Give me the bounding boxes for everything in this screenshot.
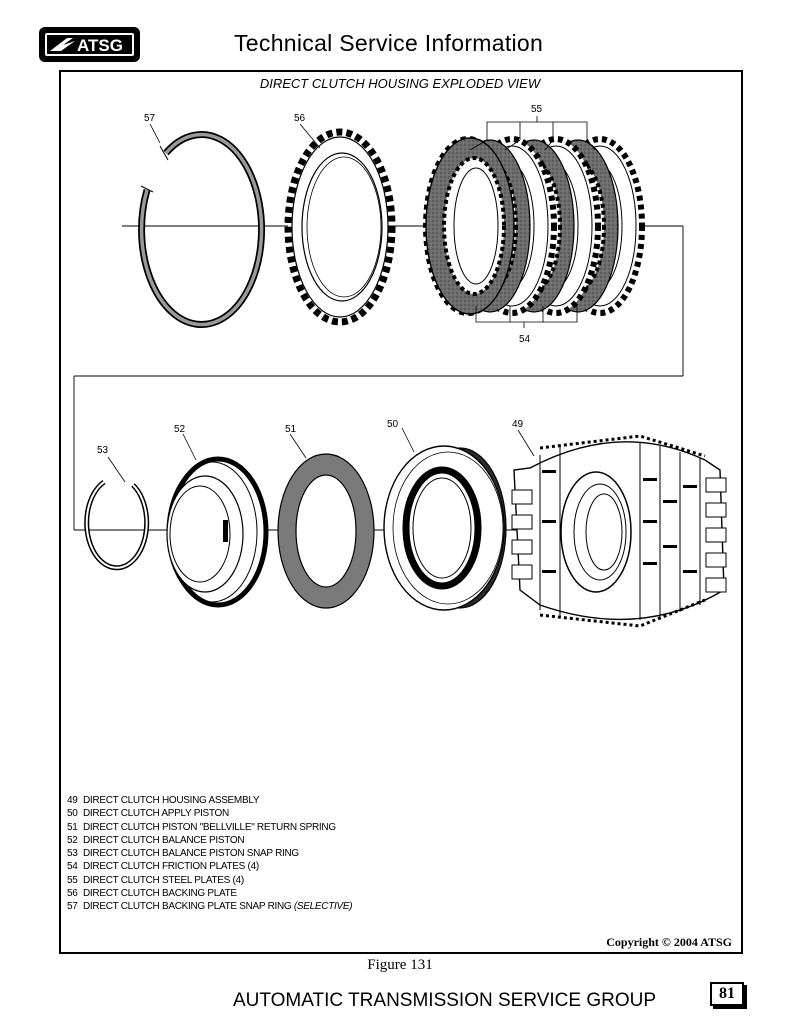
part-51-belleville-return-spring [278, 434, 374, 608]
part-50-apply-piston [384, 428, 506, 610]
part-57-backing-plate-snap-ring [141, 135, 262, 325]
callout-54: 54 [519, 334, 531, 345]
logo-text: ATSG [77, 36, 123, 55]
part-53-balance-piston-snap-ring [87, 457, 147, 568]
clutch-pack-54-55 [426, 138, 642, 314]
legend-item: 49 DIRECT CLUTCH HOUSING ASSEMBLY [67, 795, 260, 806]
page-number: 81 [710, 982, 744, 1006]
callout-49: 49 [512, 419, 524, 430]
copyright-notice: Copyright © 2004 ATSG [606, 935, 732, 949]
callout-50: 50 [387, 419, 399, 430]
legend-item: 50 DIRECT CLUTCH APPLY PISTON [67, 808, 229, 820]
legend-note: (SELECTIVE) [293, 901, 353, 913]
legend-item: 56 DIRECT CLUTCH BACKING PLATE [67, 888, 237, 900]
legend-item: 51 DIRECT CLUTCH PISTON "BELLVILLE" RETURN SPRING [67, 821, 336, 833]
figure-caption: Figure 131 [367, 957, 433, 973]
callout-56: 56 [294, 113, 306, 124]
callout-52: 52 [174, 424, 186, 435]
parts-legend [67, 794, 352, 914]
callout-57: 57 [144, 113, 156, 124]
part-49-housing-assembly [512, 430, 726, 626]
callout-55: 55 [531, 104, 543, 115]
callout-51: 51 [285, 424, 297, 435]
friction-plate [426, 138, 514, 314]
part-56-backing-plate [288, 132, 392, 322]
legend-item: 52 DIRECT CLUTCH BALANCE PISTON [67, 834, 245, 846]
callout-53: 53 [97, 445, 109, 456]
legend-item: 53 DIRECT CLUTCH BALANCE PISTON SNAP RING [67, 848, 299, 860]
legend-item: 57 DIRECT CLUTCH BACKING PLATE SNAP RING (SELECTIVE) [67, 901, 353, 913]
footer-title: AUTOMATIC TRANSMISSION SERVICE GROUP [233, 990, 656, 1011]
page-title: Technical Service Information [234, 30, 544, 56]
legend-item: 55 DIRECT CLUTCH STEEL PLATES (4) [67, 874, 244, 886]
legend-item: 54 DIRECT CLUTCH FRICTION PLATES (4) [67, 861, 259, 873]
part-52-balance-piston [167, 434, 266, 605]
diagram-title: DIRECT CLUTCH HOUSING EXPLODED VIEW [259, 76, 541, 91]
